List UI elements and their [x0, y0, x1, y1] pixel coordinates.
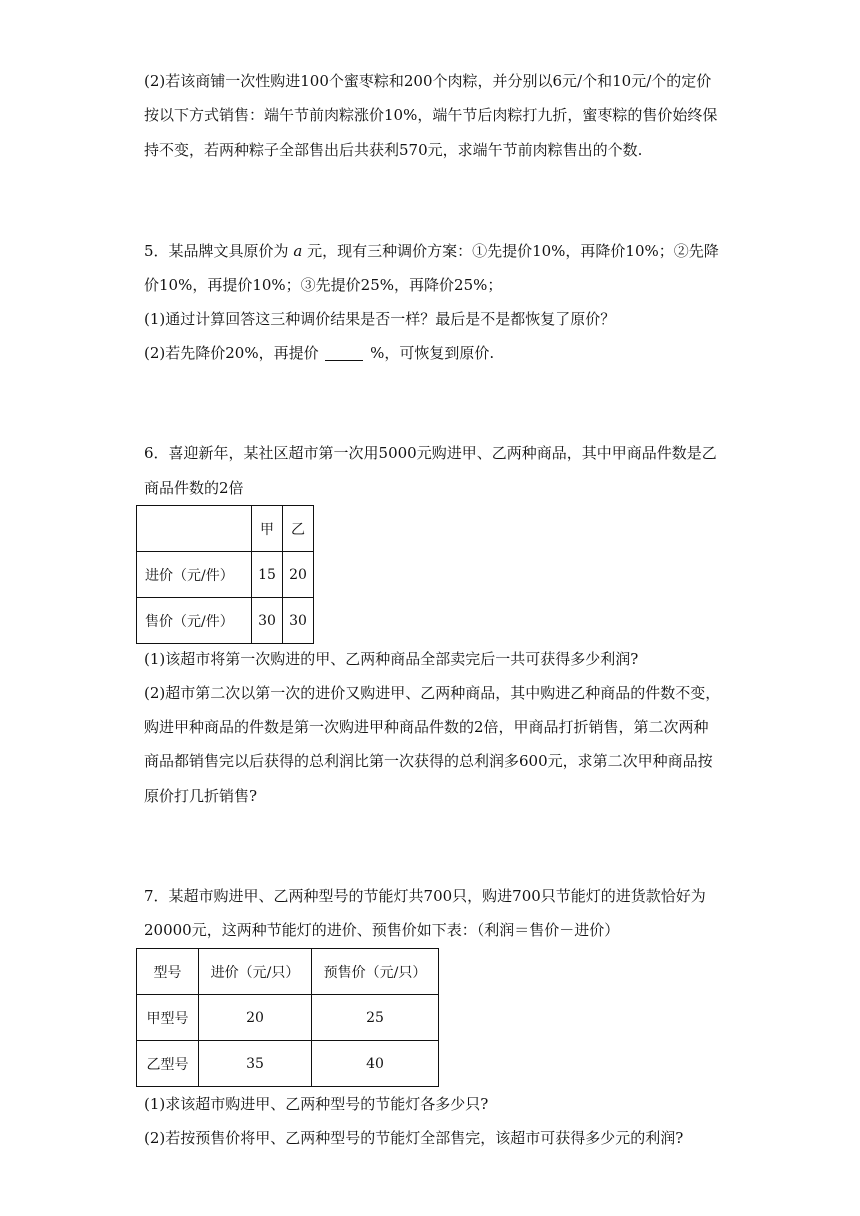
table-row — [137, 995, 439, 1041]
table-cell: 25 — [312, 995, 439, 1041]
q6-part1: (1)该超市将第一次购进的甲、乙两种商品全部卖完后一共可获得多少利润? — [144, 650, 639, 668]
q5-line2: 价10%，再提价10%；③先提价25%，再降价25%； — [144, 276, 503, 294]
table-header-cell: 预售价（元/只） — [312, 949, 439, 995]
q5-part2 — [144, 342, 494, 364]
table-header-row — [137, 506, 314, 552]
q4-part2-line2: 按以下方式销售：端午节前肉粽涨价10%，端午节后肉粽打九折，蜜枣粽的售价始终保 — [144, 106, 718, 124]
table-cell: 20 — [283, 552, 314, 598]
q6-price-table — [136, 505, 314, 644]
table-cell: 35 — [199, 1041, 312, 1087]
table-cell: 甲型号 — [137, 995, 199, 1041]
q6-line1: 6．喜迎新年，某社区超市第一次用5000元购进甲、乙两种商品，其中甲商品件数是乙 — [144, 444, 717, 462]
q7-part2: (2)若按预售价将甲、乙两种型号的节能灯全部售完，该超市可获得多少元的利润? — [144, 1129, 684, 1147]
q7-line1: 7．某超市购进甲、乙两种型号的节能灯共700只，购进700只节能灯的进货款恰好为 — [144, 887, 706, 905]
table-cell: 30 — [252, 598, 283, 644]
table-cell: 售价（元/件） — [137, 598, 252, 644]
table-cell: 30 — [283, 598, 314, 644]
q6-line2: 商品件数的2倍 — [144, 479, 244, 497]
table-header-cell: 甲 — [252, 506, 283, 552]
table-cell: 乙型号 — [137, 1041, 199, 1087]
q6-part2-line2: 购进甲种商品的件数是第一次购进甲种商品件数的2倍，甲商品打折销售，第二次两种 — [144, 718, 709, 736]
q5-line1-text-a: 5．某品牌文具原价为 — [144, 242, 289, 260]
answer-blank — [325, 344, 363, 361]
q7-lamp-table — [136, 948, 439, 1087]
table-cell: 15 — [252, 552, 283, 598]
table-cell: 20 — [199, 995, 312, 1041]
q5-line1 — [144, 240, 719, 262]
q4-part2-line1: (2)若该商铺一次性购进100个蜜枣粽和200个肉粽，并分别以6元/个和10元/个的定价 — [144, 72, 712, 90]
table-row — [137, 598, 314, 644]
q5-part2-text-a: (2)若先降价20%，再提价 — [144, 344, 319, 362]
table-cell: 进价（元/件） — [137, 552, 252, 598]
table-row — [137, 552, 314, 598]
q4-part2-line3: 持不变，若两种粽子全部售出后共获利570元，求端午节前肉粽售出的个数. — [144, 141, 643, 159]
table-header-row — [137, 949, 439, 995]
q5-line1-text-b: 元，现有三种调价方案：①先提价10%，再降价10%；②先降 — [307, 242, 719, 260]
q5-variable: a — [293, 242, 303, 260]
table-header-cell: 进价（元/只） — [199, 949, 312, 995]
table-row — [137, 1041, 439, 1087]
table-header-cell: 乙 — [283, 506, 314, 552]
q6-part2-line4: 原价打几折销售? — [144, 787, 258, 805]
table-cell: 40 — [312, 1041, 439, 1087]
q5-part1: (1)通过计算回答这三种调价结果是否一样？最后是不是都恢复了原价？ — [144, 310, 616, 328]
q7-part1: (1)求该超市购进甲、乙两种型号的节能灯各多少只? — [144, 1095, 489, 1113]
table-header-cell: 型号 — [137, 949, 199, 995]
table-header-cell — [137, 506, 252, 552]
q6-part2-line3: 商品都销售完以后获得的总利润比第一次获得的总利润多600元，求第二次甲种商品按 — [144, 752, 713, 770]
q7-line2: 20000元，这两种节能灯的进价、预售价如下表：（利润＝售价－进价） — [144, 921, 620, 939]
q6-part2-line1: (2)超市第二次以第一次的进价又购进甲、乙两种商品，其中购进乙种商品的件数不变， — [144, 684, 721, 702]
q5-part2-text-b: %，可恢复到原价. — [370, 344, 495, 362]
